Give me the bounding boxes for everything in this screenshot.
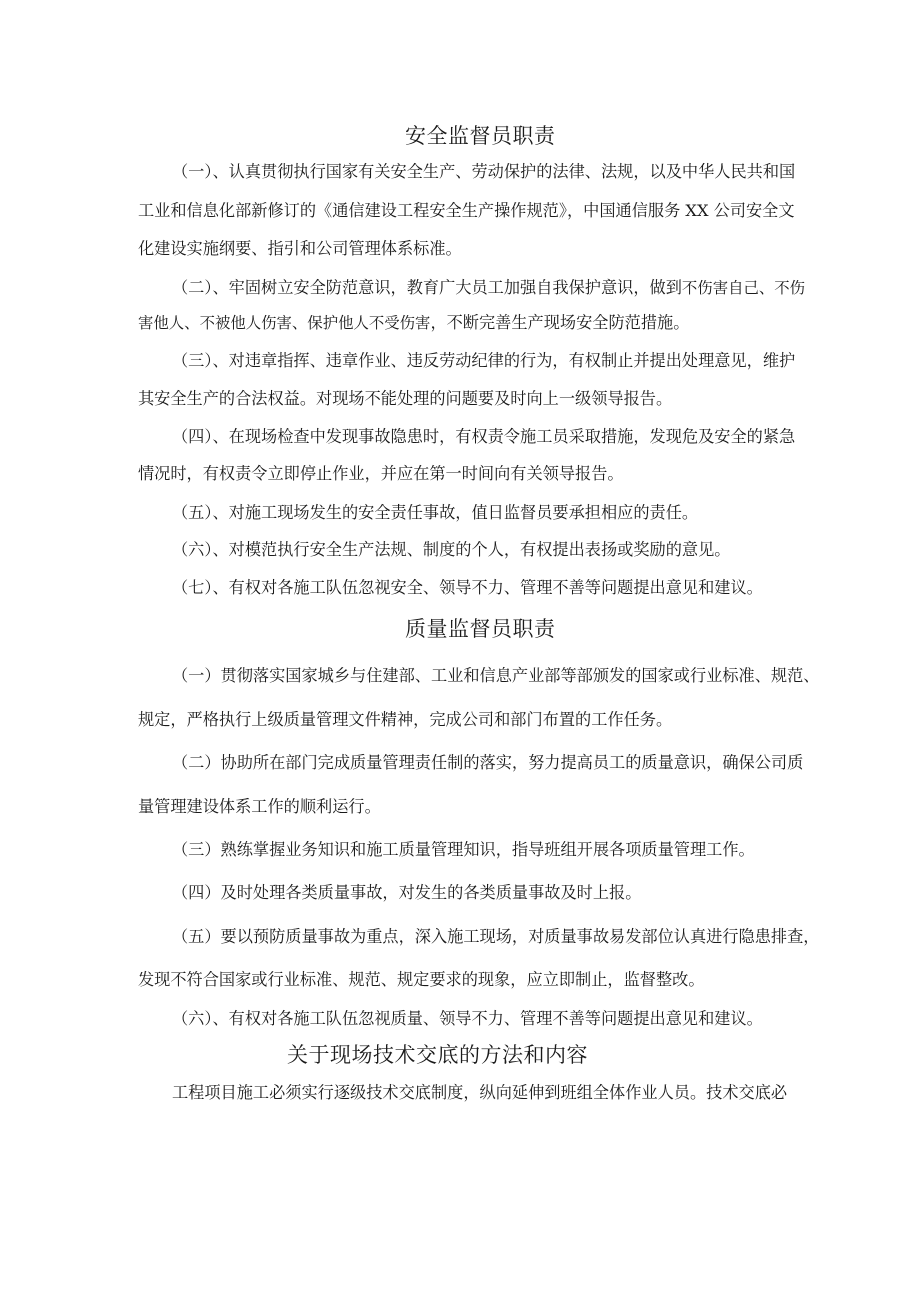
paragraph-line: 化建设实施纲要、指引和公司管理体系标准。 xyxy=(138,239,462,258)
section-title-technical-briefing: 关于现场技术交底的方法和内容 xyxy=(287,1043,588,1067)
section-title-quality: 质量监督员职责 xyxy=(405,617,556,641)
emphasis-text: 不伤害自己、不伤 xyxy=(681,279,806,297)
paragraph-line: （四）及时处理各类质量事故，对发生的各类质量事故及时上报。 xyxy=(172,883,642,902)
paragraph-line: 发现不符合国家或行业标准、规范、规定要求的现象，应立即制止，监督整改。 xyxy=(138,970,705,989)
paragraph-line: （四）、在现场检查中发现事故隐患时，有权责令施工员采取措施，发现危及安全的紧急 xyxy=(172,427,796,446)
paragraph-line: （三）熟练掌握业务知识和施工质量管理知识，指导班组开展各项质量管理工作。 xyxy=(172,840,755,859)
paragraph-line: （三）、对违章指挥、违章作业、违反劳动纪律的行为，有权制止并提出处理意见，维护 xyxy=(172,351,796,370)
paragraph-line: 情况时，有权责令立即停止作业，并应在第一时间向有关领导报告。 xyxy=(138,464,624,483)
paragraph-line: 工业和信息化部新修订的《通信建设工程安全生产操作规范》，中国通信服务 XX 公司安全文 xyxy=(138,201,795,220)
paragraph-line: （七）、有权对各施工队伍忽视安全、领导不力、管理不善等问题提出意见和建议。 xyxy=(172,578,763,597)
emphasis-text: 害他人、不被他人伤害、保护他人不受伤害 xyxy=(138,314,431,332)
paragraph-line xyxy=(138,313,689,333)
paragraph-line xyxy=(172,278,805,298)
paragraph-text: ，不断完善生产现场安全防范措施。 xyxy=(430,313,690,332)
paragraph-line: 其安全生产的合法权益。对现场不能处理的问题要及时向上一级领导报告。 xyxy=(138,389,673,408)
paragraph-line: （六）、对模范执行安全生产法规、制度的个人，有权提出表扬或奖励的意见。 xyxy=(172,540,731,559)
paragraph-line: （五）要以预防质量事故为重点，深入施工现场，对质量事故易发部位认真进行隐患排查， xyxy=(172,927,820,946)
paragraph-line: （六）、有权对各施工队伍忽视质量、领导不力、管理不善等问题提出意见和建议。 xyxy=(172,1009,763,1028)
paragraph-line: （一）贯彻落实国家城乡与住建部、工业和信息产业部等部颁发的国家或行业标准、规范、 xyxy=(172,666,820,685)
paragraph-line: （五）、对施工现场发生的安全责任事故，值日监督员要承担相应的责任。 xyxy=(172,503,699,522)
paragraph-line: （一）、认真贯彻执行国家有关安全生产、劳动保护的法律、法规，以及中华人民共和国 xyxy=(172,162,796,181)
paragraph-line: 量管理建设体系工作的顺利运行。 xyxy=(138,797,381,816)
section-title-safety: 安全监督员职责 xyxy=(405,124,556,148)
paragraph-line: （二）协助所在部门完成质量管理责任制的落实，努力提高员工的质量意识，确保公司质 xyxy=(172,753,804,772)
paragraph-line: 规定，严格执行上级质量管理文件精神，完成公司和部门布置的工作任务。 xyxy=(138,710,673,729)
paragraph-line: 工程项目施工必须实行逐级技术交底制度，纵向延伸到班组全体作业人员。技术交底必 xyxy=(172,1083,788,1102)
paragraph-text: （二）、牢固树立安全防范意识，教育广大员工加强自我保护意识，做到 xyxy=(172,278,682,297)
